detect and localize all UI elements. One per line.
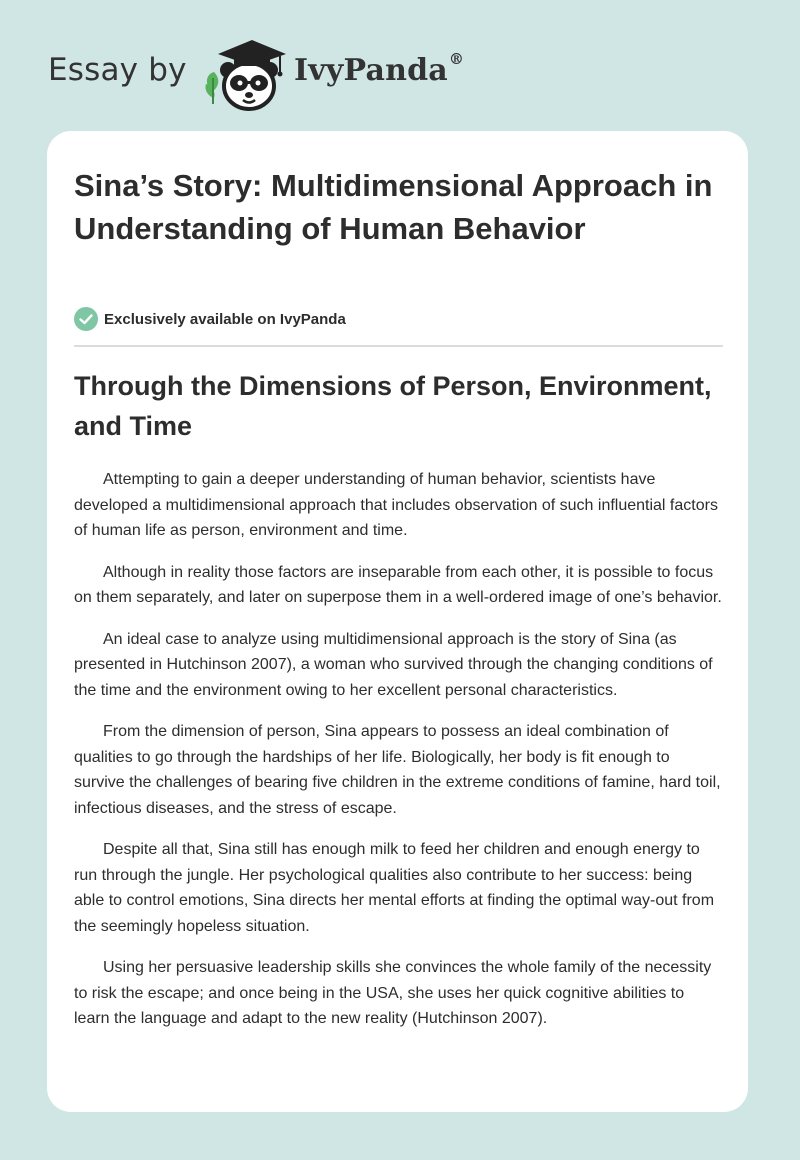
paragraph: Although in reality those factors are inseparable from each other, it is possible to focus on them separately, and later on superpose them in a well-ordered image of one’s behavior.	[74, 563, 722, 606]
essay-card	[47, 131, 748, 1112]
paragraph: From the dimension of person, Sina appears to possess an ideal combination of qualities to go through the hardships of her life. Biologically, her body is fit enough to survive the challenges of bearing five children in the extreme conditions of famine, hard toil, infectious diseases, and the stress of escape.	[74, 723, 721, 817]
paragraph: An ideal case to analyze using multidimensional approach is the story of Sina (as presented in Hutchinson 2007), a woman who survived through the changing conditions of the time and the environment owing to her excellent personal characteristics.	[74, 630, 713, 699]
exclusive-badge-label: Exclusively available on IvyPanda	[104, 310, 346, 328]
exclusive-badge	[74, 306, 346, 332]
site-header	[48, 34, 608, 114]
title-divider	[74, 345, 723, 347]
panda-graduate-icon	[200, 34, 290, 114]
paragraph: Attempting to gain a deeper understanding of human behavior, scientists have developed a multidimensional approach that includes observation of such influential factors of human life as person, environment and time.	[74, 471, 718, 539]
paragraph: Despite all that, Sina still has enough milk to feed her children and enough energy to run through the jungle. Her psychological qualities also contribute to her success: being able to control emotions, Sina directs her mental efforts at finding the optimal way-out from the seemingly hopeless situation.	[74, 841, 715, 935]
essay-body	[74, 467, 722, 1048]
essay-by-label: Essay by	[48, 52, 187, 88]
paragraph: Using her persuasive leadership skills she convinces the whole family of the necessity to risk the escape; and once being in the USA, she uses her quick cognitive abilities to learn the language and adapt to the new reality (Hutchinson 2007).	[74, 959, 712, 1027]
registered-mark: ®	[448, 50, 465, 68]
essay-title: Sina’s Story: Multidimensional Approach in Understanding of Human Behavior	[74, 168, 713, 246]
section-heading: Through the Dimensions of Person, Environment, and Time	[74, 371, 712, 441]
brand-name: IvyPanda®	[294, 50, 465, 88]
check-circle-icon	[74, 307, 98, 331]
